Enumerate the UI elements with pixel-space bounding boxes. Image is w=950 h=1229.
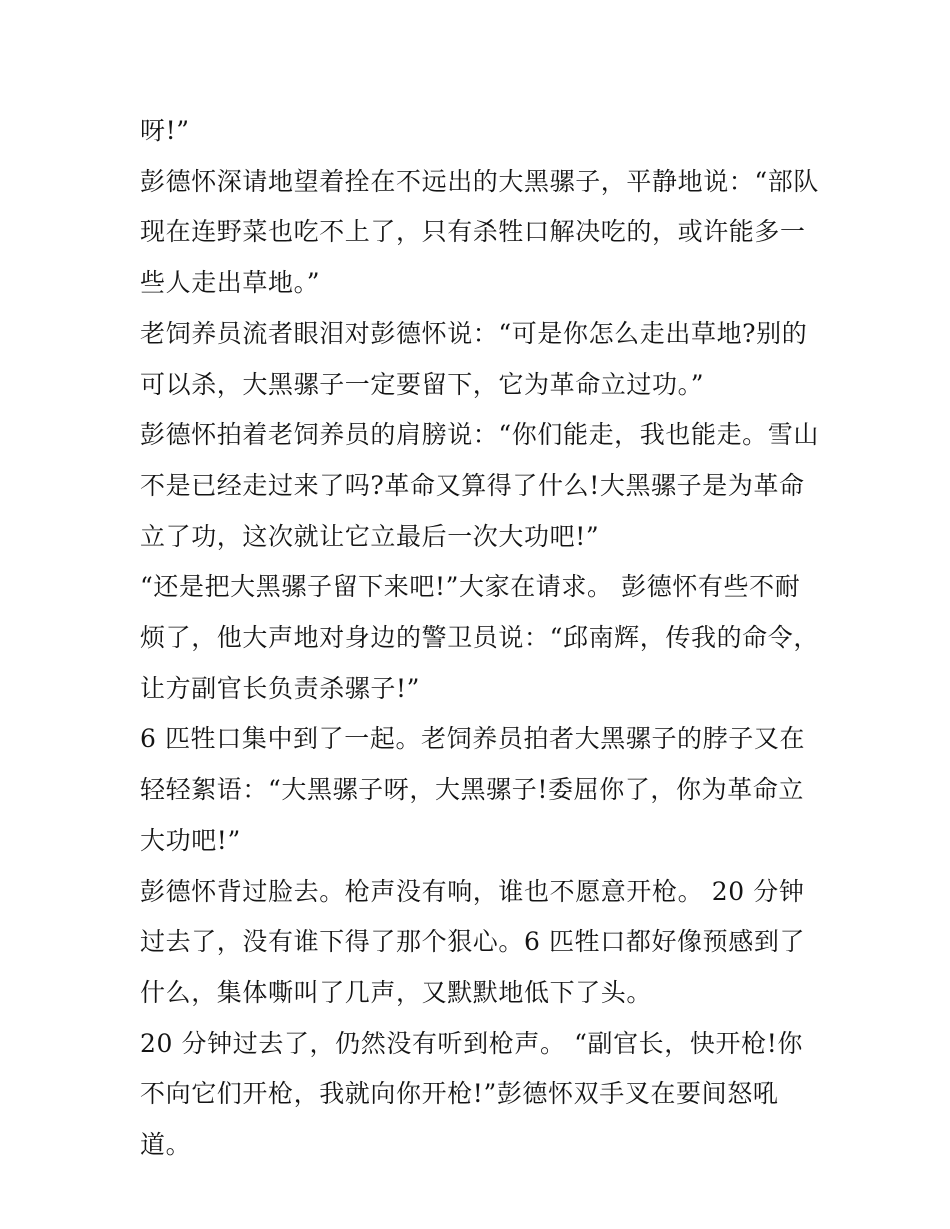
paragraph-5: “还是把大黑骡子留下来吧!”大家在请求。 彭德怀有些不耐烦了，他大声地对身边的警卫员说：“邱南辉，传我的命令，让方副官长负责杀骡子!”	[140, 572, 819, 703]
paragraph-1: 呀!”	[140, 116, 190, 145]
paragraph-6: 6 匹牲口集中到了一起。老饲养员拍者大黑骡子的脖子又在轻轻絮语：“大黑骡子呀，大黑骡子!委屈你了，你为革命立大功吧!”	[140, 724, 806, 855]
paragraph-3: 老饲养员流者眼泪对彭德怀说：“可是你怎么走出草地?别的可以杀，大黑骡子一定要留下，它为革命立过功。”	[140, 318, 808, 399]
paragraph-7: 彭德怀背过脸去。枪声没有响，谁也不愿意开枪。 20 分钟过去了，没有谁下得了那个狠心。6 匹牲口都好像预感到了什么，集体嘶叫了几声，又默默地低下了头。	[140, 876, 806, 1007]
paragraph-4: 彭德怀拍着老饲养员的肩膀说：“你们能走，我也能走。雪山不是已经走过来了吗?革命又算得了什么!大黑骡子是为革命立了功，这次就让它立最后一次大功吧!”	[140, 420, 819, 551]
paragraph-8: 20 分钟过去了，仍然没有听到枪声。 “副官长，快开枪!你不向它们开枪，我就向你开枪!”彭德怀双手叉在要间怒吼道。	[140, 1028, 803, 1160]
paragraph-2: 彭德怀深请地望着拴在不远出的大黑骡子，平静地说：“部队现在连野菜也吃不上了，只有杀牲口解决吃的，或许能多一些人走出草地。”	[140, 166, 819, 298]
document-body	[140, 106, 820, 1171]
